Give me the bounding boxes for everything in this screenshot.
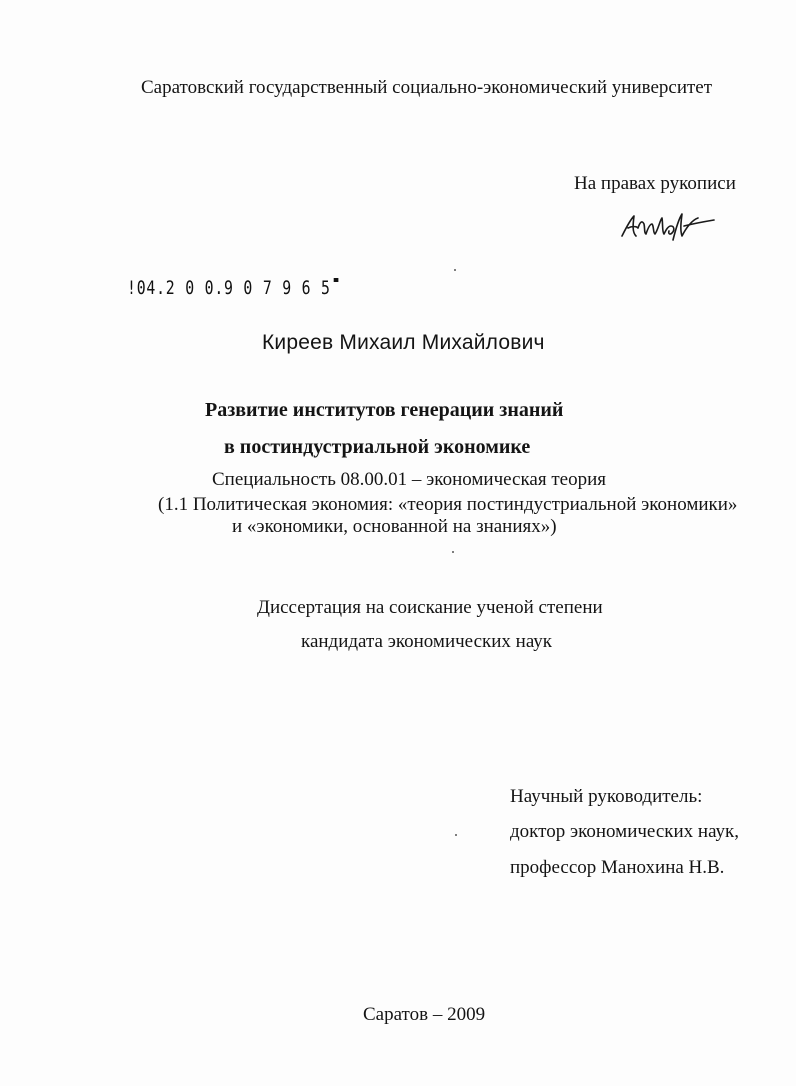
supervisor-name: профессор Манохина Н.В. (510, 857, 725, 878)
handwritten-signature (618, 206, 718, 246)
manuscript-note: На правах рукописи (574, 173, 736, 194)
scan-speck (454, 269, 456, 271)
author-name: Киреев Михаил Михайлович (262, 331, 545, 354)
supervisor-rank: доктор экономических наук, (510, 821, 740, 842)
degree-line-2: кандидата экономических наук (301, 631, 553, 652)
supervisor-label: Научный руководитель: (510, 786, 703, 807)
university-name: Саратовский государственный социально-экономический университет (141, 77, 713, 98)
title-line-2: в постиндустриальной экономике (224, 436, 531, 458)
city-year: Саратов – 2009 (363, 1004, 486, 1025)
degree-line-1: Диссертация на соискание ученой степени (257, 597, 603, 618)
specialty-line-3: и «экономики, основанной на знаниях») (232, 516, 557, 537)
catalog-number-text: !04.2 0 0.9 0 7 9 6 5 (127, 277, 331, 299)
specialty-line-2: (1.1 Политическая экономия: «теория постиндустриальной экономики» (158, 494, 738, 515)
title-line-1: Развитие институтов генерации знаний (205, 399, 564, 421)
catalog-mark (334, 278, 339, 282)
catalog-number (127, 277, 339, 299)
specialty-line-1: Специальность 08.00.01 – экономическая теория (212, 469, 606, 490)
scan-speck (452, 551, 454, 553)
scan-speck (455, 834, 457, 836)
